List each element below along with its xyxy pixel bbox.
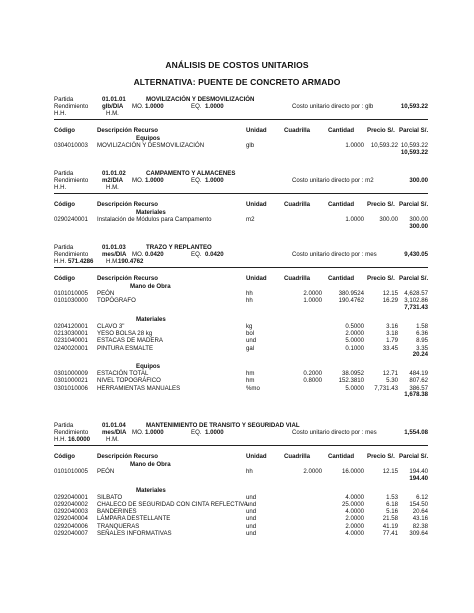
resource-precio: 12.15	[382, 468, 398, 476]
resource-precio: 12.71	[382, 370, 398, 378]
resource-description: ESTACIÓN TOTAL	[97, 370, 149, 378]
rendimiento-unit: glb/DIA	[102, 103, 124, 110]
resource-description: PINTURA ESMALTE	[97, 344, 154, 352]
eq-label: EQ.	[191, 103, 202, 110]
partida-code: 01.01.04	[102, 422, 126, 429]
resource-parcial: 807.62	[409, 377, 428, 385]
resource-code: 0292040003	[54, 508, 88, 516]
resource-precio: 1.53	[386, 493, 398, 501]
resource-precio: 77.41	[382, 529, 398, 537]
resource-code: 0304010003	[54, 142, 88, 150]
group-heading: Materiales	[136, 486, 166, 494]
cost-label: Costo unitario directo por : glb	[292, 103, 374, 110]
partida-name: MANTENIMIENTO DE TRANSITO Y SEGURIDAD VIAL	[146, 422, 300, 429]
resource-code: 0101010005	[54, 468, 88, 476]
resource-parcial: 300.00	[409, 216, 428, 224]
mo-value: 1.0000	[145, 103, 164, 110]
resource-cuadrilla: 2.0000	[303, 468, 322, 476]
resource-precio: 1.79	[386, 337, 398, 345]
resource-cantidad: 25.0000	[341, 501, 364, 508]
hm-label: H.M.	[106, 258, 119, 265]
group-subtotal: 10,593.22	[400, 148, 428, 156]
mo-label: MO.	[132, 251, 144, 258]
resource-unit: und	[246, 515, 257, 523]
resource-parcial: 6.36	[416, 330, 428, 338]
cost-value: 10,593.22	[400, 103, 428, 110]
resource-parcial: 3,102.86	[404, 297, 428, 305]
eq-value: 1.0000	[205, 177, 224, 184]
group-subtotal: 7,731.43	[404, 304, 428, 312]
mo-value: 1.0000	[145, 177, 164, 184]
resource-unit: bol	[246, 330, 255, 338]
section-divider	[54, 267, 428, 268]
resource-unit: kg	[246, 323, 253, 330]
partida-code: 01.01.03	[102, 244, 126, 251]
partida-label: Partida	[54, 422, 74, 429]
partida-code: 01.01.01	[102, 96, 126, 103]
cost-label: Costo unitario directo por : mes	[292, 251, 377, 258]
col-precio: Precio S/.	[367, 201, 395, 208]
resource-parcial: 154.50	[409, 501, 428, 508]
resource-cantidad: 38.0952	[341, 370, 364, 378]
group-subtotal: 20.24	[412, 351, 428, 359]
resource-unit: und	[246, 337, 257, 345]
resource-description: YESO BOLSA 28 kg	[97, 330, 153, 338]
resource-description: TRANQUERAS	[97, 522, 140, 530]
col-descripcion: Descripción Recurso	[97, 201, 158, 208]
eq-label: EQ.	[191, 177, 202, 184]
resource-unit: gal	[246, 344, 255, 352]
resource-parcial: 82.38	[412, 522, 428, 530]
partida-label: Partida	[54, 244, 74, 251]
eq-value: 0.0420	[205, 251, 224, 258]
resource-description: CHALECO DE SEGURIDAD CON CINTA REFLECTIVA	[97, 501, 248, 508]
resource-description: PEÓN	[97, 290, 115, 298]
mo-label: MO.	[132, 103, 144, 110]
resource-parcial: 8.95	[416, 337, 428, 345]
resource-unit: hm	[246, 377, 255, 385]
col-cantidad: Cantidad	[328, 453, 355, 460]
resource-precio: 21.58	[382, 515, 398, 523]
cost-value: 1,554.08	[404, 429, 428, 436]
rendimiento-unit: mes/DIA	[102, 429, 127, 436]
resource-precio: 10,593.22	[370, 142, 398, 150]
col-cantidad: Cantidad	[328, 275, 355, 282]
hh-label: H.H.	[54, 110, 67, 117]
group-heading: Equipos	[136, 363, 161, 370]
rendimiento-label: Rendimiento	[54, 429, 89, 436]
resource-parcial: 1.58	[416, 323, 428, 330]
resource-code: 0301010006	[54, 384, 88, 392]
col-cuadrilla: Cuadrilla	[284, 201, 311, 208]
col-unidad: Unidad	[246, 127, 267, 134]
document-subtitle: ALTERNATIVA: PUENTE DE CONCRETO ARMADO	[133, 77, 341, 87]
group-heading: Mano de Obra	[130, 461, 171, 468]
resource-precio: 3.18	[386, 330, 398, 338]
resource-precio: 12.15	[382, 290, 398, 298]
resource-description: PEÓN	[97, 468, 115, 476]
hm-label: H.M.	[106, 110, 119, 117]
partida-name: MOVILIZACIÓN Y DESMOVILIZACIÓN	[146, 96, 255, 103]
resource-parcial: 4,628.57	[404, 290, 428, 298]
rendimiento-unit: m2/DIA	[102, 177, 123, 184]
resource-unit: hm	[246, 370, 255, 378]
eq-label: EQ.	[191, 429, 202, 436]
group-subtotal: 194.40	[409, 474, 428, 482]
group-subtotal: 1,678.38	[404, 391, 428, 399]
group-subtotal: 300.00	[409, 222, 428, 230]
resource-unit: und	[246, 522, 257, 530]
resource-code: 0240020001	[54, 344, 88, 352]
resource-parcial: 386.57	[409, 384, 428, 392]
resource-unit: %mo	[246, 384, 260, 392]
resource-precio: 300.00	[379, 216, 398, 224]
col-cantidad: Cantidad	[328, 127, 355, 134]
col-codigo: Código	[54, 453, 75, 460]
resource-parcial: 6.12	[416, 493, 428, 501]
resource-precio: 5.30	[386, 377, 398, 385]
resource-code: 0101030000	[54, 297, 88, 305]
partida-label: Partida	[54, 170, 74, 177]
resource-code: 0292040004	[54, 515, 88, 523]
resource-unit: m2	[246, 216, 255, 224]
mo-label: MO.	[132, 177, 144, 184]
resource-parcial: 10,593.22	[400, 142, 428, 150]
group-heading: Materiales	[136, 315, 166, 323]
col-precio: Precio S/.	[367, 453, 395, 460]
cost-label: Costo unitario directo por : mes	[292, 429, 377, 436]
resource-precio: 16.29	[382, 297, 398, 305]
col-cuadrilla: Cuadrilla	[284, 275, 311, 282]
resource-cantidad: 2.0000	[345, 330, 364, 338]
hm-label: H.M.	[106, 436, 119, 443]
col-cuadrilla: Cuadrilla	[284, 453, 311, 460]
resource-code: 0292040007	[54, 529, 88, 537]
resource-cantidad: 4.0000	[345, 529, 364, 537]
resource-cuadrilla: 1.0000	[303, 297, 322, 305]
resource-description: Instalación de Módulos para Campamento	[97, 216, 212, 224]
group-heading: Equipos	[136, 135, 161, 142]
resource-cantidad: 4.0000	[345, 508, 364, 516]
col-parcial: Parcial S/.	[399, 453, 429, 460]
eq-value: 1.0000	[205, 429, 224, 436]
resource-description: HERRAMIENTAS MANUALES	[97, 384, 181, 392]
partida-code: 01.01.02	[102, 170, 126, 177]
col-codigo: Código	[54, 127, 75, 134]
resource-code: 0301000009	[54, 370, 88, 378]
col-descripcion: Descripción Recurso	[97, 127, 158, 134]
resource-unit: glb	[246, 142, 255, 150]
partida-name: TRAZO Y REPLANTEO	[146, 244, 212, 251]
col-cuadrilla: Cuadrilla	[284, 127, 311, 134]
resource-cuadrilla: 2.0000	[303, 290, 322, 298]
col-descripcion: Descripción Recurso	[97, 453, 158, 460]
mo-value: 1.0000	[145, 429, 164, 436]
resource-unit: hh	[246, 290, 253, 298]
resource-cantidad: 152.3810	[338, 377, 364, 385]
resource-description: ESTACAS DE MADERA	[97, 337, 163, 345]
rendimiento-label: Rendimiento	[54, 177, 89, 184]
resource-parcial: 484.19	[409, 370, 428, 378]
section-divider	[54, 193, 428, 194]
cost-label: Costo unitario directo por : m2	[292, 177, 374, 184]
resource-code: 0213030001	[54, 330, 88, 338]
resource-unit: und	[246, 493, 257, 501]
partida-name: CAMPAMENTO Y ALMACENES	[146, 170, 236, 177]
hh-value: 16.0000	[68, 436, 91, 443]
resource-code: 0292040006	[54, 522, 88, 530]
resource-cantidad: 2.0000	[345, 522, 364, 530]
resource-cantidad: 0.1000	[345, 344, 364, 352]
resource-cantidad: 4.0000	[345, 493, 364, 501]
resource-precio: 3.16	[386, 323, 398, 330]
col-cantidad: Cantidad	[328, 201, 355, 208]
resource-cantidad: 190.4762	[338, 297, 364, 305]
resource-description: SILBATO	[97, 493, 123, 501]
resource-code: 0204120001	[54, 323, 88, 330]
resource-cantidad: 2.0000	[345, 515, 364, 523]
mo-label: MO.	[132, 429, 144, 436]
col-unidad: Unidad	[246, 201, 267, 208]
cost-value: 300.00	[409, 177, 428, 184]
col-codigo: Código	[54, 275, 75, 282]
hh-label: H.H.	[54, 258, 67, 265]
cost-value: 9,430.05	[404, 251, 428, 258]
hm-value: 190.4762	[118, 258, 144, 265]
resource-cantidad: 5.0000	[345, 384, 364, 392]
resource-unit: und	[246, 508, 257, 516]
resource-precio: 6.18	[386, 501, 398, 508]
col-parcial: Parcial S/.	[399, 127, 429, 134]
resource-parcial: 20.64	[412, 508, 428, 516]
col-unidad: Unidad	[246, 275, 267, 282]
resource-precio: 33.45	[382, 344, 398, 352]
hh-label: H.H.	[54, 184, 67, 191]
resource-description: SEÑALES INFORMATIVAS	[97, 529, 172, 537]
resource-code: 0290240001	[54, 216, 88, 224]
resource-unit: hh	[246, 297, 253, 305]
resource-description: CLAVO 3"	[97, 323, 125, 330]
resource-description: NIVEL TOPOGRÁFICO	[97, 377, 161, 385]
resource-precio: 5.16	[386, 508, 398, 516]
resource-code: 0292040002	[54, 501, 88, 508]
col-codigo: Código	[54, 201, 75, 208]
mo-value: 0.0420	[145, 251, 164, 258]
resource-description: LÁMPARA DESTELLANTE	[97, 515, 171, 523]
section-divider	[54, 119, 428, 120]
resource-cuadrilla: 0.2000	[303, 370, 322, 378]
resource-cantidad: 5.0000	[345, 337, 364, 345]
col-precio: Precio S/.	[367, 275, 395, 282]
resource-parcial: 194.40	[409, 468, 428, 476]
eq-label: EQ.	[191, 251, 202, 258]
partida-label: Partida	[54, 96, 74, 103]
resource-code: 0101010005	[54, 290, 88, 298]
resource-parcial: 43.16	[412, 515, 428, 523]
col-descripcion: Descripción Recurso	[97, 275, 158, 282]
resource-cuadrilla: 0.8000	[303, 377, 322, 385]
resource-cantidad: 1.0000	[345, 216, 364, 224]
resource-code: 0231040001	[54, 337, 88, 345]
section-divider	[54, 445, 428, 446]
group-heading: Materiales	[136, 209, 166, 216]
resource-unit: hh	[246, 468, 253, 476]
hh-label: H.H.	[54, 436, 67, 443]
rendimiento-label: Rendimiento	[54, 103, 89, 110]
hh-value: 571.4286	[68, 258, 94, 265]
resource-parcial: 3.35	[416, 344, 428, 352]
document-title: ANÁLISIS DE COSTOS UNITARIOS	[165, 60, 309, 70]
resource-precio: 7,731.43	[374, 384, 398, 392]
rendimiento-label: Rendimiento	[54, 251, 89, 258]
resource-description: TOPÓGRAFO	[97, 297, 136, 305]
resource-code: 0301000021	[54, 377, 88, 385]
resource-code: 0292040001	[54, 493, 88, 501]
resource-description: MOVILIZACIÓN Y DESMOVILIZACIÓN	[97, 142, 205, 150]
resource-parcial: 309.64	[409, 529, 428, 537]
resource-precio: 41.19	[382, 522, 398, 530]
col-parcial: Parcial S/.	[399, 275, 429, 282]
eq-value: 1.0000	[205, 103, 224, 110]
col-precio: Precio S/.	[367, 127, 395, 134]
col-parcial: Parcial S/.	[399, 201, 429, 208]
resource-unit: und	[246, 529, 257, 537]
resource-cantidad: 0.5000	[345, 323, 364, 330]
group-heading: Mano de Obra	[130, 283, 171, 290]
resource-unit: und	[246, 501, 257, 508]
col-unidad: Unidad	[246, 453, 267, 460]
hm-label: H.M.	[106, 184, 119, 191]
resource-cantidad: 1.0000	[345, 142, 364, 150]
resource-description: BANDERINES	[97, 508, 137, 516]
rendimiento-unit: mes/DIA	[102, 251, 127, 258]
resource-cantidad: 380.9524	[338, 290, 364, 298]
resource-cantidad: 16.0000	[341, 468, 364, 476]
